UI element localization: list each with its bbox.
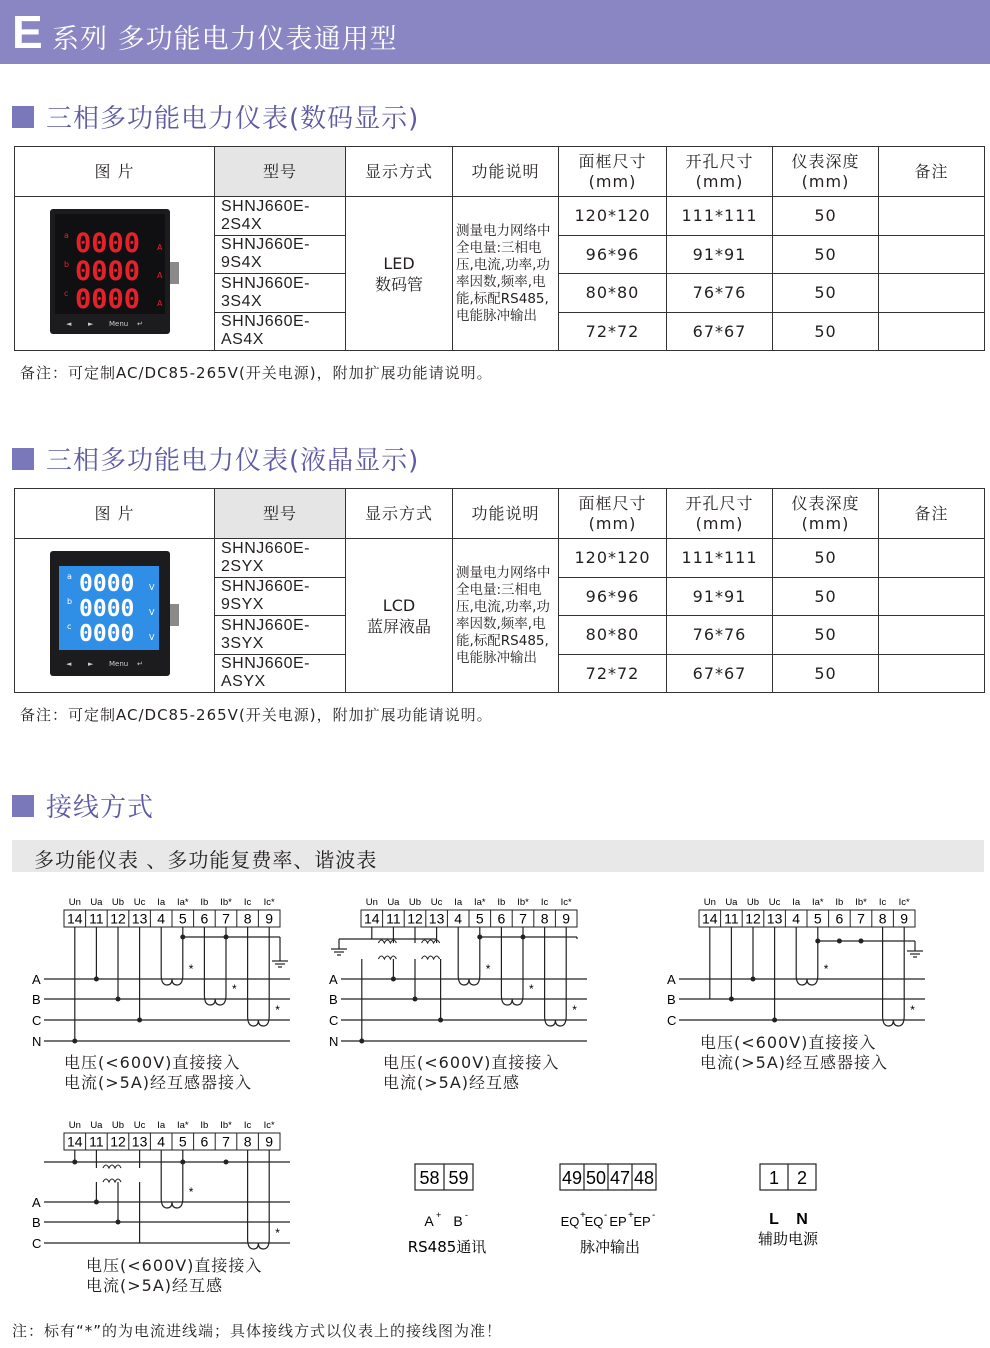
model-cell: SHNJ660E-3SYX bbox=[215, 616, 346, 655]
terminal-number: 6 bbox=[835, 910, 844, 927]
terminal-label: Ia bbox=[157, 1120, 166, 1131]
terminal-label: Un bbox=[703, 897, 716, 908]
svg-text:L: L bbox=[769, 1211, 779, 1228]
svg-text:+: + bbox=[628, 1210, 634, 1221]
terminal-number: 9 bbox=[900, 910, 909, 927]
terminal-label: Uc bbox=[430, 897, 443, 908]
svg-text:脉冲输出: 脉冲输出 bbox=[579, 1238, 641, 1256]
banner-title: 系列 多功能电力仪表通用型 bbox=[52, 24, 398, 55]
hole-cell: 67*67 bbox=[667, 312, 773, 351]
terminal-label: Ua bbox=[725, 897, 738, 908]
terminal-number: 13 bbox=[131, 1133, 148, 1150]
remark-cell bbox=[879, 235, 985, 274]
remark-cell bbox=[879, 274, 985, 313]
led-meter-image bbox=[15, 197, 215, 351]
svg-text:c: c bbox=[63, 289, 68, 298]
svg-text:A: A bbox=[156, 299, 162, 308]
terminal-number: 6 bbox=[200, 1133, 209, 1150]
terminal-number: 12 bbox=[110, 1133, 126, 1150]
table-row bbox=[15, 539, 985, 578]
terminal-number: 11 bbox=[89, 910, 104, 927]
hole-cell: 76*76 bbox=[667, 274, 773, 313]
col-display: 显示方式 bbox=[346, 147, 453, 197]
frame-cell: 80*80 bbox=[559, 274, 667, 313]
svg-text:c: c bbox=[66, 622, 71, 631]
col-picture: 图 片 bbox=[15, 147, 215, 197]
terminal-number: 5 bbox=[475, 910, 484, 927]
terminal-number: 50 bbox=[585, 1168, 607, 1188]
svg-text:0000: 0000 bbox=[74, 256, 140, 287]
function-cell: 测量电力网络中全电量:三相电压,电流,功率,功率因数,频率,电能,标配RS485,电能脉冲输出 bbox=[453, 539, 559, 693]
lcd-spec-table bbox=[14, 488, 985, 693]
phase-label: A bbox=[329, 972, 338, 987]
terminal-number: 12 bbox=[407, 910, 423, 927]
terminal-label: Ic* bbox=[263, 897, 275, 908]
phase-label: A bbox=[667, 972, 676, 987]
phase-label: C bbox=[667, 1013, 677, 1028]
svg-text:*: * bbox=[572, 1003, 577, 1017]
terminal-number: 5 bbox=[813, 910, 822, 927]
led-table-note: 备注：可定制AC/DC85-265V(开关电源)，附加扩展功能请说明。 bbox=[20, 364, 493, 382]
terminal-label: Ic bbox=[540, 897, 549, 908]
svg-text:RS485通讯: RS485通讯 bbox=[407, 1238, 487, 1256]
terminal-number: 48 bbox=[633, 1168, 655, 1188]
terminal-label: Ia bbox=[157, 897, 166, 908]
svg-text:辅助电源: 辅助电源 bbox=[757, 1230, 819, 1248]
phase-label: C bbox=[32, 1236, 42, 1251]
terminal-label: Uc bbox=[768, 897, 781, 908]
svg-text:V: V bbox=[148, 608, 154, 617]
remark-cell bbox=[879, 312, 985, 351]
col-depth: 仪表深度 (mm) bbox=[773, 147, 879, 197]
hole-cell: 111*111 bbox=[667, 539, 773, 578]
depth-cell: 50 bbox=[773, 312, 879, 351]
col-picture: 图 片 bbox=[15, 489, 215, 539]
table-header-row bbox=[15, 147, 985, 197]
svg-text:A: A bbox=[156, 271, 162, 280]
terminal-number: 9 bbox=[265, 1133, 274, 1150]
phase-label: N bbox=[32, 1034, 42, 1049]
section-header-led bbox=[12, 98, 419, 138]
model-cell: SHNJ660E-3S4X bbox=[215, 274, 346, 313]
wiring-subtitle-bar bbox=[12, 840, 984, 872]
model-cell: SHNJ660E-9SYX bbox=[215, 577, 346, 616]
terminal-number: 8 bbox=[540, 910, 549, 927]
terminal-number: 5 bbox=[178, 1133, 187, 1150]
terminal-number: 7 bbox=[222, 1133, 230, 1150]
svg-text:V: V bbox=[148, 583, 154, 592]
table-header-row bbox=[15, 489, 985, 539]
terminal-number: 1 bbox=[768, 1168, 780, 1188]
terminal-label: Ic* bbox=[898, 897, 910, 908]
lcd-table-note: 备注：可定制AC/DC85-265V(开关电源)，附加扩展功能请说明。 bbox=[20, 706, 493, 724]
terminal-label: Ic bbox=[243, 1120, 252, 1131]
svg-text:►: ► bbox=[87, 660, 93, 668]
svg-text:*: * bbox=[232, 982, 237, 996]
model-cell: SHNJ660E-ASYX bbox=[215, 654, 346, 693]
terminal-label: Ib bbox=[835, 897, 844, 908]
wiring-diagram-pt-3wire bbox=[28, 1116, 303, 1256]
hole-cell: 76*76 bbox=[667, 616, 773, 655]
diagram3-caption: 电压(<600V)直接接入 电流(>5A)经互感器接入 bbox=[700, 1033, 889, 1072]
led-meter-icon bbox=[45, 204, 185, 339]
svg-text:↵: ↵ bbox=[136, 660, 143, 668]
phase-label: A bbox=[32, 1195, 41, 1210]
terminal-number: 14 bbox=[364, 910, 380, 927]
function-cell: 测量电力网络中全电量:三相电压,电流,功率,功率因数,频率,电能,标配RS485,电能脉冲输出 bbox=[453, 197, 559, 351]
svg-text:*: * bbox=[275, 1003, 280, 1017]
terminal-label: Ia* bbox=[176, 1120, 189, 1131]
frame-cell: 72*72 bbox=[559, 654, 667, 693]
terminal-number: 11 bbox=[724, 910, 739, 927]
depth-cell: 50 bbox=[773, 616, 879, 655]
col-function: 功能说明 bbox=[453, 147, 559, 197]
terminal-label: Ib* bbox=[517, 897, 529, 908]
depth-cell: 50 bbox=[773, 539, 879, 578]
terminal-number: 13 bbox=[428, 910, 445, 927]
frame-cell: 96*96 bbox=[559, 577, 667, 616]
svg-text:EP: EP bbox=[633, 1214, 651, 1229]
frame-cell: 96*96 bbox=[559, 235, 667, 274]
svg-text:b: b bbox=[63, 260, 69, 269]
terminal-number: 14 bbox=[67, 1133, 83, 1150]
wiring-diagram-direct-4wire bbox=[28, 893, 303, 1053]
depth-cell: 50 bbox=[773, 577, 879, 616]
terminal-label: Un bbox=[68, 1120, 81, 1131]
terminal-number: 12 bbox=[745, 910, 761, 927]
col-depth: 仪表深度 (mm) bbox=[773, 489, 879, 539]
wiring-diagram-pt-4wire bbox=[325, 893, 600, 1053]
svg-text:*: * bbox=[529, 982, 534, 996]
phase-label: B bbox=[329, 992, 338, 1007]
svg-text:+: + bbox=[436, 1210, 442, 1220]
terminal-label: Ub bbox=[111, 897, 125, 908]
svg-text:0000: 0000 bbox=[78, 596, 134, 622]
terminal-number: 14 bbox=[67, 910, 83, 927]
depth-cell: 50 bbox=[773, 654, 879, 693]
svg-text:a: a bbox=[63, 231, 69, 240]
svg-text:A: A bbox=[424, 1213, 434, 1229]
terminal-number: 58 bbox=[419, 1168, 440, 1188]
hole-cell: 111*111 bbox=[667, 197, 773, 236]
terminal-number: 13 bbox=[766, 910, 783, 927]
terminal-number: 4 bbox=[792, 910, 801, 927]
terminal-number: 4 bbox=[157, 910, 166, 927]
lcd-meter-icon bbox=[45, 546, 185, 681]
hole-cell: 67*67 bbox=[667, 654, 773, 693]
terminal-number: 4 bbox=[157, 1133, 166, 1150]
series-letter: E bbox=[12, 6, 43, 58]
terminal-label: Ua bbox=[90, 1120, 103, 1131]
phase-label: B bbox=[667, 992, 676, 1007]
section-title: 接线方式 bbox=[46, 793, 155, 823]
terminal-label: Ia* bbox=[811, 897, 824, 908]
diagram4-caption: 电压(<600V)直接接入 电流(>5A)经互感 bbox=[86, 1256, 263, 1295]
col-hole: 开孔尺寸 (mm) bbox=[667, 489, 773, 539]
diagram1-caption: 电压(<600V)直接接入 电流(>5A)经互感器接入 bbox=[64, 1053, 253, 1092]
diagram2-caption: 电压(<600V)直接接入 电流(>5A)经互感 bbox=[383, 1053, 560, 1092]
terminal-label: Ic* bbox=[560, 897, 572, 908]
rs485-terminal-block bbox=[395, 1160, 505, 1260]
remark-cell bbox=[879, 654, 985, 693]
wiring-subtitle: 多功能仪表 、多功能复费率、谐波表 bbox=[34, 848, 378, 872]
hole-cell: 91*91 bbox=[667, 577, 773, 616]
display-type-cell: LED 数码管 bbox=[346, 197, 453, 351]
model-cell: SHNJ660E-9S4X bbox=[215, 235, 346, 274]
svg-text:a: a bbox=[66, 572, 72, 581]
wiring-diagram-direct-3wire bbox=[663, 893, 938, 1053]
frame-cell: 120*120 bbox=[559, 197, 667, 236]
depth-cell: 50 bbox=[773, 274, 879, 313]
svg-text:+: + bbox=[580, 1210, 586, 1221]
phase-label: B bbox=[32, 992, 41, 1007]
terminal-number: 2 bbox=[796, 1168, 808, 1188]
phase-label: C bbox=[329, 1013, 339, 1028]
terminal-label: Ub bbox=[111, 1120, 125, 1131]
section-header-lcd bbox=[12, 440, 419, 480]
terminal-number: 7 bbox=[519, 910, 527, 927]
hole-cell: 91*91 bbox=[667, 235, 773, 274]
section-square-icon bbox=[12, 795, 34, 817]
terminal-number: 9 bbox=[562, 910, 571, 927]
svg-text:*: * bbox=[275, 1226, 280, 1240]
svg-text:EP: EP bbox=[609, 1214, 627, 1229]
terminal-label: Ua bbox=[90, 897, 103, 908]
model-cell: SHNJ660E-2S4X bbox=[215, 197, 346, 236]
frame-cell: 72*72 bbox=[559, 312, 667, 351]
depth-cell: 50 bbox=[773, 235, 879, 274]
svg-text:-: - bbox=[465, 1210, 468, 1220]
terminal-label: Ub bbox=[746, 897, 760, 908]
terminal-label: Ia bbox=[792, 897, 801, 908]
col-frame: 面框尺寸 (mm) bbox=[559, 489, 667, 539]
remark-cell bbox=[879, 539, 985, 578]
terminal-number: 7 bbox=[222, 910, 230, 927]
terminal-label: Uc bbox=[133, 1120, 146, 1131]
terminal-label: Ub bbox=[408, 897, 422, 908]
svg-text:B: B bbox=[453, 1213, 463, 1229]
terminal-label: Ib bbox=[497, 897, 506, 908]
remark-cell bbox=[879, 616, 985, 655]
col-frame: 面框尺寸 (mm) bbox=[559, 147, 667, 197]
svg-text:◄: ◄ bbox=[65, 660, 71, 668]
terminal-number: 7 bbox=[857, 910, 865, 927]
terminal-number: 49 bbox=[561, 1168, 583, 1188]
display-type-cell: LCD 蓝屏液晶 bbox=[346, 539, 453, 693]
terminal-number: 59 bbox=[448, 1168, 469, 1188]
terminal-number: 8 bbox=[243, 910, 252, 927]
terminal-label: Ic* bbox=[263, 1120, 275, 1131]
led-spec-table bbox=[14, 146, 985, 351]
svg-text:*: * bbox=[188, 962, 194, 976]
remark-cell bbox=[879, 577, 985, 616]
terminal-label: Ic bbox=[878, 897, 887, 908]
svg-text:◄: ◄ bbox=[65, 320, 71, 328]
terminal-number: 4 bbox=[454, 910, 463, 927]
terminal-label: Un bbox=[365, 897, 378, 908]
svg-text:0000: 0000 bbox=[78, 621, 134, 647]
header-banner bbox=[0, 0, 990, 64]
terminal-label: Ib* bbox=[220, 897, 232, 908]
svg-text:0000: 0000 bbox=[78, 571, 134, 597]
terminal-label: Ib bbox=[200, 1120, 209, 1131]
lcd-meter-image bbox=[15, 539, 215, 693]
terminal-label: Ia* bbox=[176, 897, 189, 908]
frame-cell: 120*120 bbox=[559, 539, 667, 578]
svg-text:EQ: EQ bbox=[584, 1214, 604, 1229]
terminal-label: Ia* bbox=[473, 897, 486, 908]
col-model: 型号 bbox=[215, 489, 346, 539]
table-row bbox=[15, 197, 985, 236]
svg-text:EQ: EQ bbox=[560, 1214, 580, 1229]
terminal-number: 47 bbox=[609, 1168, 631, 1188]
terminal-number: 14 bbox=[702, 910, 718, 927]
svg-text:Menu: Menu bbox=[108, 320, 128, 328]
phase-label: B bbox=[32, 1215, 41, 1230]
terminal-number: 6 bbox=[497, 910, 506, 927]
phase-label: C bbox=[32, 1013, 42, 1028]
section-title: 三相多功能电力仪表(数码显示) bbox=[46, 104, 420, 134]
svg-text:-: - bbox=[652, 1210, 656, 1221]
terminal-number: 13 bbox=[131, 910, 148, 927]
svg-text:0000: 0000 bbox=[74, 228, 140, 259]
phase-label: A bbox=[32, 972, 41, 987]
terminal-label: Ib bbox=[200, 897, 209, 908]
terminal-number: 8 bbox=[243, 1133, 252, 1150]
svg-text:*: * bbox=[485, 962, 491, 976]
svg-text:b: b bbox=[66, 597, 72, 606]
section-header-wiring bbox=[12, 787, 154, 827]
section-square-icon bbox=[12, 106, 34, 128]
terminal-label: Ib* bbox=[855, 897, 867, 908]
model-cell: SHNJ660E-AS4X bbox=[215, 312, 346, 351]
depth-cell: 50 bbox=[773, 197, 879, 236]
col-function: 功能说明 bbox=[453, 489, 559, 539]
section-title: 三相多功能电力仪表(液晶显示) bbox=[46, 446, 420, 476]
svg-text:A: A bbox=[156, 243, 162, 252]
phase-label: N bbox=[329, 1034, 339, 1049]
pulse-output-terminal-block bbox=[540, 1160, 680, 1260]
svg-text:*: * bbox=[910, 1003, 915, 1017]
remark-cell bbox=[879, 197, 985, 236]
section-square-icon bbox=[12, 448, 34, 470]
terminal-number: 12 bbox=[110, 910, 126, 927]
terminal-number: 8 bbox=[878, 910, 887, 927]
svg-text:*: * bbox=[823, 962, 829, 976]
aux-power-terminal-block bbox=[740, 1160, 840, 1260]
terminal-label: Ia bbox=[454, 897, 463, 908]
terminal-label: Un bbox=[68, 897, 81, 908]
terminal-number: 11 bbox=[386, 910, 401, 927]
terminal-number: 6 bbox=[200, 910, 209, 927]
terminal-number: 11 bbox=[89, 1133, 104, 1150]
svg-text:-: - bbox=[604, 1210, 608, 1221]
col-remark: 备注 bbox=[879, 147, 985, 197]
terminal-number: 5 bbox=[178, 910, 187, 927]
svg-text:N: N bbox=[796, 1211, 808, 1228]
frame-cell: 80*80 bbox=[559, 616, 667, 655]
col-hole: 开孔尺寸 (mm) bbox=[667, 147, 773, 197]
terminal-label: Ic bbox=[243, 897, 252, 908]
svg-text:0000: 0000 bbox=[74, 284, 140, 315]
col-remark: 备注 bbox=[879, 489, 985, 539]
terminal-label: Ua bbox=[387, 897, 400, 908]
svg-text:↵: ↵ bbox=[136, 320, 143, 328]
model-cell: SHNJ660E-2SYX bbox=[215, 539, 346, 578]
terminal-number: 9 bbox=[265, 910, 274, 927]
svg-text:Menu: Menu bbox=[108, 660, 128, 668]
footer-note: 注：标有“*”的为电流进线端；具体接线方式以仪表上的接线图为准！ bbox=[12, 1322, 503, 1340]
col-display: 显示方式 bbox=[346, 489, 453, 539]
svg-text:V: V bbox=[148, 633, 154, 642]
terminal-label: Uc bbox=[133, 897, 146, 908]
svg-text:*: * bbox=[188, 1185, 194, 1199]
terminal-label: Ib* bbox=[220, 1120, 232, 1131]
svg-text:►: ► bbox=[87, 320, 93, 328]
col-model: 型号 bbox=[215, 147, 346, 197]
